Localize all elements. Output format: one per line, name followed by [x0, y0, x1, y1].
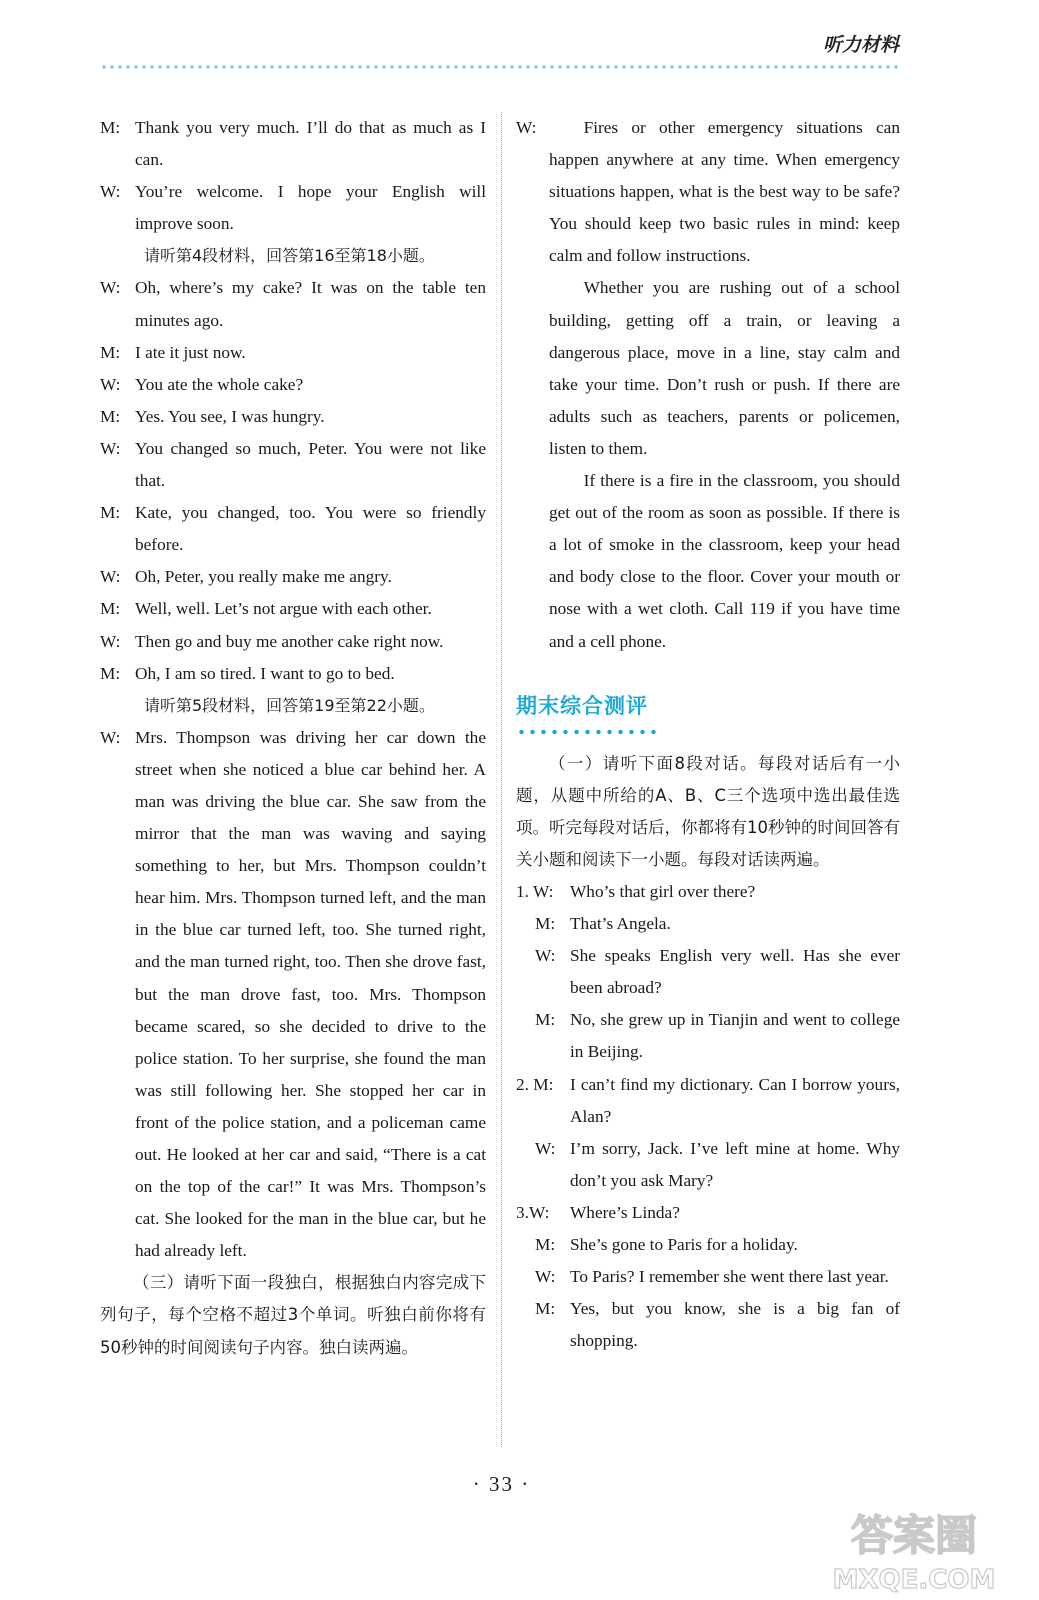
dialogue-text: You’re welcome. I hope your English will improve soon.: [135, 182, 486, 234]
dialogue-turn: [100, 401, 486, 433]
dialogue-text: Mrs. Thompson was driving her car down the street when she noticed a blue car behind her. A man was driving the blue car. She saw from the mirror that the man was waving and saying something to her, but Mrs. Thompson couldn’t hear him. Mrs. Thompson turned left, and the man in the blue car turned left, too. She turned right, and the man turned right, too. Then she drove fast, but the man drove fast, too. Mrs. Thompson became scared, so she decided to drive to the police station. To her surprise, she found the man was still following her. She stopped her car in front of the police station, and a policeman came out. He looked at her car and said, “There is a cat on the top of the car!” It was Mrs. Thompson’s cat. She looked for the man in the blue car, but he had already left.: [135, 727, 486, 1261]
dialogue-turn: [516, 1293, 900, 1357]
watermark-logo: [829, 1500, 999, 1595]
dialogue-text: That’s Angela.: [570, 914, 671, 934]
monologue-paragraph: If there is a fire in the classroom, you should get out of the room as soon as possible. If there is a lot of smoke in the classroom, keep your head and body close to the floor. Cover your mouth or nose with a wet cloth. Call 119 if you have time and a cell phone.: [549, 471, 900, 651]
running-header: 听力材料: [822, 34, 899, 56]
speaker-label: W:: [100, 567, 121, 587]
dialogue-turn: [516, 1004, 900, 1068]
speaker-label: W:: [100, 438, 121, 458]
dialogue-turn: [100, 658, 486, 690]
left-column: [100, 112, 486, 1364]
speaker-label: W:: [100, 631, 121, 651]
dialogue-list: [516, 876, 900, 1357]
dialogue-turn: [100, 433, 486, 497]
speaker-label: M:: [535, 914, 556, 934]
dialogue-text: I’m sorry, Jack. I’ve left mine at home. Why don’t you ask Mary?: [570, 1138, 900, 1190]
part-instruction: （三）请听下面一段独白，根据独白内容完成下列句子，每个空格不超过3个单词。听独白前你将有50秒钟的时间阅读句子内容。独白读两遍。: [100, 1273, 486, 1357]
speaker-label: M:: [100, 118, 121, 137]
speaker-label: W:: [100, 182, 121, 202]
dialogue-text: She speaks English very well. Has she ever been abroad?: [570, 946, 900, 998]
speaker-label: W:: [535, 1138, 556, 1158]
dialogue-turn: [516, 940, 900, 1004]
column-divider: [501, 112, 502, 1447]
dialogue-turn: [100, 272, 486, 336]
watermark-text: 答案圈: [850, 1511, 978, 1560]
dialogue-text: You changed so much, Peter. You were not like that.: [135, 438, 486, 491]
speaker-label: 2. M:: [516, 1074, 554, 1094]
dialogue-text: No, she grew up in Tianjin and went to college in Beijing.: [570, 1010, 900, 1062]
page-number: · 33 ·: [472, 1472, 531, 1496]
speaker-label: M:: [100, 503, 121, 523]
dialogue-turn: [100, 561, 486, 593]
dialogue-turn: [516, 1069, 900, 1133]
speaker-label: M:: [535, 1299, 556, 1319]
section-instruction: 请听第5段材料，回答第19至第22小题。: [144, 695, 435, 715]
dialogue-turn: [100, 593, 486, 625]
dialogue-turn: [516, 1133, 900, 1197]
section-title: 期末综合测评: [516, 693, 648, 718]
dialogue-text: Where’s Linda?: [570, 1202, 680, 1222]
dialogue-text: She’s gone to Paris for a holiday.: [570, 1235, 798, 1254]
speaker-label: W:: [516, 118, 537, 137]
header-dotted-rule: [100, 64, 900, 70]
dialogue-text: Yes, but you know, she is a big fan of shopping.: [570, 1299, 900, 1351]
dialogue-turn: [516, 1229, 900, 1261]
section-instruction: （一）请听下面8段对话。每段对话后有一小题，从题中所给的A、B、C三个选项中选出最佳选项。听完每段对话后，你都将有10秒钟的时间回答有关小题和阅读下一小题。每段对话读两遍。: [516, 753, 900, 869]
monologue-turn: [516, 112, 900, 272]
section-title-dots: [516, 728, 658, 736]
dialogue-text: Who’s that girl over there?: [570, 881, 756, 901]
speaker-label: W:: [100, 278, 121, 298]
monologue-paragraph: Fires or other emergency situations can happen anywhere at any time. When emergency situations happen, what is the best way to be safe? You should keep two basic rules in mind: keep calm and follow instructions.: [549, 118, 900, 266]
speaker-label: M:: [100, 342, 121, 362]
monologue-paragraph: Whether you are rushing out of a school building, getting off a train, or leaving a dangerous place, move in a line, stay calm and take your time. Don’t rush or push. If there are adults such as teachers, parents or policemen, listen to them.: [549, 278, 900, 458]
speaker-label: W:: [100, 727, 121, 747]
speaker-label: M:: [535, 1010, 556, 1030]
dialogue-turn: [100, 722, 486, 1268]
watermark-url: MXQE.COM: [832, 1565, 996, 1595]
speaker-label: M:: [535, 1235, 556, 1254]
dialogue-turn: [100, 176, 486, 240]
dialogue-turn: [100, 497, 486, 561]
dialogue-text: I can’t find my dictionary. Can I borrow yours, Alan?: [570, 1074, 900, 1126]
speaker-label: W:: [100, 374, 121, 394]
dialogue-turn: [100, 112, 486, 176]
speaker-label: 3.W:: [516, 1202, 550, 1222]
dialogue-text: Thank you very much. I’ll do that as much as I can.: [135, 118, 486, 170]
dialogue-text: I ate it just now.: [135, 342, 246, 362]
dialogue-turn: [516, 876, 900, 908]
speaker-label: M:: [100, 406, 121, 426]
speaker-label: 1. W:: [516, 881, 554, 901]
dialogue-turn: [100, 369, 486, 401]
dialogue-text: You ate the whole cake?: [135, 374, 304, 394]
dialogue-turn: [100, 337, 486, 369]
dialogue-text: Oh, Peter, you really make me angry.: [135, 567, 392, 587]
dialogue-turn: [516, 1197, 900, 1229]
dialogue-turn: [100, 626, 486, 658]
dialogue-text: Oh, where’s my cake? It was on the table ten minutes ago.: [135, 278, 486, 330]
dialogue-text: To Paris? I remember she went there last year.: [570, 1267, 889, 1287]
right-column: [516, 112, 900, 1357]
speaker-label: M:: [100, 599, 121, 619]
dialogue-turn: [516, 1261, 900, 1293]
section-instruction: 请听第4段材料，回答第16至第18小题。: [144, 246, 435, 266]
dialogue-text: Kate, you changed, too. You were so friendly before.: [135, 503, 486, 555]
speaker-label: W:: [535, 946, 556, 966]
dialogue-text: Yes. You see, I was hungry.: [135, 406, 325, 426]
dialogue-text: Oh, I am so tired. I want to go to bed.: [135, 663, 395, 683]
dialogue-turn: [516, 908, 900, 940]
dialogue-text: Then go and buy me another cake right now.: [135, 631, 444, 651]
speaker-label: M:: [100, 663, 121, 683]
speaker-label: W:: [535, 1267, 556, 1287]
dialogue-text: Well, well. Let’s not argue with each other.: [135, 599, 432, 619]
